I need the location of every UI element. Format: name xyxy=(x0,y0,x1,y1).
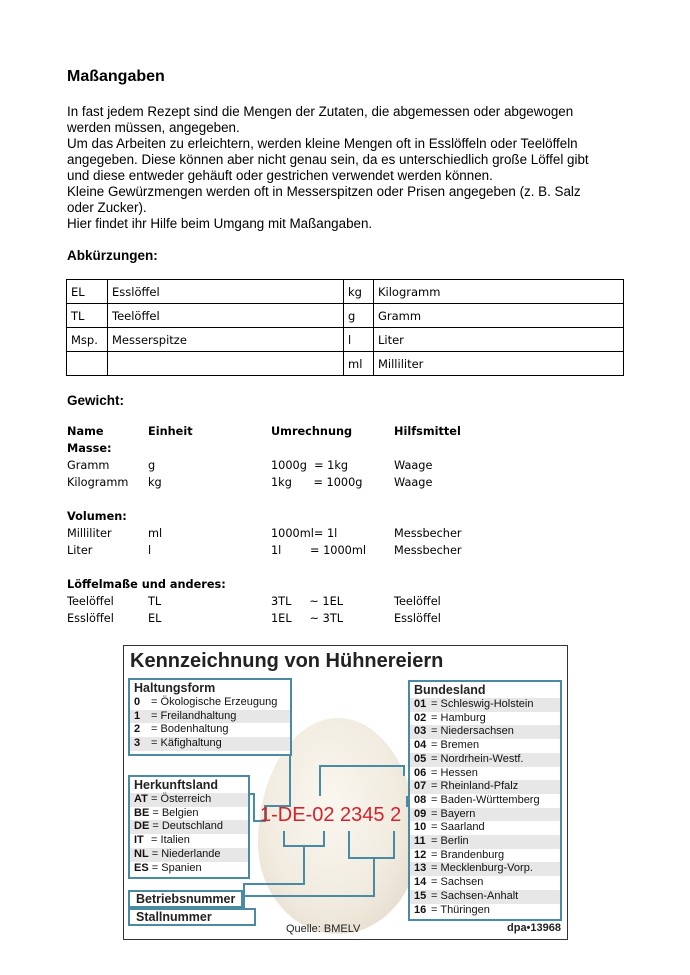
housing-form-item: 1 = Freilandhaltung xyxy=(130,710,290,724)
row-tool: Messbecher xyxy=(394,527,462,540)
weight-heading: Gewicht: xyxy=(67,393,125,408)
country-item: ES = Spanien xyxy=(134,861,202,874)
housing-form-box xyxy=(128,678,292,756)
item-value: Bodenhaltung xyxy=(160,723,229,736)
row-unit: EL xyxy=(148,612,162,625)
table-cell: Liter xyxy=(374,328,624,352)
item-key: ES xyxy=(134,861,149,874)
item-key: 10 xyxy=(414,821,427,834)
federal-state-item: 03 = Niedersachsen xyxy=(410,725,560,739)
intro-line: Um das Arbeiten zu erleichtern, werden kleine Mengen oft in Esslöffeln oder Teelöffeln xyxy=(67,136,578,151)
item-key: 01 xyxy=(414,698,427,710)
table-cell: kg xyxy=(344,280,374,304)
item-key: 15 xyxy=(414,889,427,902)
item-key: 12 xyxy=(414,848,427,861)
row-name: Esslöffel xyxy=(67,612,114,625)
item-value: Thüringen xyxy=(440,903,490,916)
source-note: Quelle: BMELV xyxy=(286,923,361,935)
item-key: IT xyxy=(134,834,144,847)
row-tool: Waage xyxy=(394,459,433,472)
row-conversion: 1000ml= 1l xyxy=(271,527,338,540)
table-cell: l xyxy=(344,328,374,352)
row-name: Gramm xyxy=(67,459,110,472)
federal-state-item: 08 = Baden-Württemberg xyxy=(414,793,540,806)
item-value: Bayern xyxy=(440,807,476,820)
row-unit: TL xyxy=(148,595,162,608)
item-value: Niederlande xyxy=(161,847,221,860)
item-key: AT xyxy=(134,793,148,805)
stall-number-label: Stallnummer xyxy=(128,908,256,926)
country-item: BE = Belgien xyxy=(134,806,199,819)
item-key: 14 xyxy=(414,876,427,889)
item-key: 04 xyxy=(414,739,427,752)
item-key: 0 xyxy=(134,696,141,708)
federal-state-item: 16 = Thüringen xyxy=(414,903,490,916)
table-cell xyxy=(108,352,344,376)
group-label-spoons: Löffelmaße und anderes: xyxy=(67,578,226,591)
row-unit: ml xyxy=(148,527,163,540)
table-cell: Kilogramm xyxy=(374,280,624,304)
column-header-name: Name xyxy=(67,425,104,438)
item-value: Schleswig-Holstein xyxy=(440,698,534,710)
country-item: NL = Niederlande xyxy=(130,848,248,862)
table-cell: Msp. xyxy=(67,328,108,352)
credit-note: dpa•13968 xyxy=(507,922,561,934)
federal-state-item: 07 = Rheinland-Pfalz xyxy=(410,780,560,794)
housing-form-item: 2 = Bodenhaltung xyxy=(134,723,229,736)
item-key: 07 xyxy=(414,780,427,793)
item-value: Ökologische Erzeugung xyxy=(160,696,278,708)
intro-line: Hier findet ihr Hilfe beim Umgang mit Maßangaben. xyxy=(67,216,373,231)
item-key: NL xyxy=(134,847,149,860)
housing-form-item: 0 = Ökologische Erzeugung xyxy=(134,696,278,708)
country-heading: Herkunftsland xyxy=(134,778,219,792)
item-value: Saarland xyxy=(440,821,485,834)
column-header-conversion: Umrechnung xyxy=(271,425,353,438)
item-key: 2 xyxy=(134,723,141,736)
item-value: Brandenburg xyxy=(440,848,505,861)
country-item: IT = Italien xyxy=(134,834,190,847)
table-cell: Teelöffel xyxy=(108,304,344,328)
federal-state-item: 01 = Schleswig-Holstein xyxy=(410,698,560,712)
column-header-tool: Hilfsmittel xyxy=(394,425,461,438)
row-unit: kg xyxy=(148,476,162,489)
item-value: Freilandhaltung xyxy=(160,709,237,722)
intro-line: Kleine Gewürzmengen werden oft in Messerspitzen oder Prisen angegeben (z. B. Salz xyxy=(67,184,581,199)
federal-state-item: 06 = Hessen xyxy=(414,766,478,779)
row-conversion: 1l = 1000ml xyxy=(271,544,367,557)
federal-state-item: 02 = Hamburg xyxy=(414,711,486,724)
row-tool: Messbecher xyxy=(394,544,462,557)
item-key: 09 xyxy=(414,807,427,820)
federal-state-item: 12 = Brandenburg xyxy=(414,848,505,861)
table-cell: TL xyxy=(67,304,108,328)
intro-line: und diese entweder gehäuft oder gestrichen verwendet werden können. xyxy=(67,168,493,183)
table-row xyxy=(67,352,624,376)
item-value: Baden-Württemberg xyxy=(440,793,540,806)
row-tool: Esslöffel xyxy=(394,612,441,625)
row-conversion: 1kg = 1000g xyxy=(271,476,363,489)
country-box xyxy=(128,775,250,879)
federal-state-item: 09 = Bayern xyxy=(410,808,560,822)
table-cell: Esslöffel xyxy=(108,280,344,304)
row-conversion: 1000g = 1kg xyxy=(271,459,349,472)
table-row xyxy=(67,328,624,352)
item-key: 13 xyxy=(414,862,427,875)
row-tool: Teelöffel xyxy=(394,595,441,608)
item-value: Hamburg xyxy=(440,711,486,724)
row-unit: g xyxy=(148,459,156,472)
item-key: 06 xyxy=(414,766,427,779)
federal-state-item: 13 = Mecklenburg-Vorp. xyxy=(410,862,560,876)
infographic-title: Kennzeichnung von Hühnereiern xyxy=(130,650,444,672)
farm-number-label: Betriebsnummer xyxy=(128,890,243,908)
row-conversion: 1EL ~ 3TL xyxy=(271,612,344,625)
row-name: Kilogramm xyxy=(67,476,129,489)
federal-state-box xyxy=(408,680,562,921)
country-item: AT = Österreich xyxy=(130,793,248,807)
item-key: 3 xyxy=(134,737,141,750)
item-value: Bremen xyxy=(440,739,480,752)
item-value: Sachsen-Anhalt xyxy=(440,889,519,902)
intro-line: angegeben. Diese können aber nicht genau sein, da es unterschiedlich große Löffel gibt xyxy=(67,152,589,167)
egg-labeling-infographic xyxy=(123,645,568,940)
item-key: BE xyxy=(134,806,150,819)
item-key: DE xyxy=(134,820,150,833)
table-cell: Milliliter xyxy=(374,352,624,376)
federal-state-item: 04 = Bremen xyxy=(414,739,480,752)
row-tool: Waage xyxy=(394,476,433,489)
item-key: 11 xyxy=(414,835,426,848)
column-header-unit: Einheit xyxy=(148,425,193,438)
item-value: Spanien xyxy=(161,861,202,874)
item-value: Rheinland-Pfalz xyxy=(440,780,519,793)
federal-state-item: 14 = Sachsen xyxy=(414,876,484,889)
item-key: 1 xyxy=(134,709,141,722)
item-value: Sachsen xyxy=(440,876,484,889)
country-item: DE = Deutschland xyxy=(130,820,248,834)
intro-line: werden müssen, angegeben. xyxy=(67,120,240,135)
intro-line: oder Zucker). xyxy=(67,200,147,215)
item-value: Deutschland xyxy=(161,820,223,833)
table-cell: g xyxy=(344,304,374,328)
abbreviations-heading: Abkürzungen: xyxy=(67,248,158,263)
abbreviations-table xyxy=(66,279,624,376)
row-name: Teelöffel xyxy=(67,595,114,608)
item-key: 02 xyxy=(414,711,427,724)
item-value: Niedersachsen xyxy=(440,725,514,738)
item-value: Österreich xyxy=(160,793,212,805)
item-key: 05 xyxy=(414,752,427,765)
intro-text xyxy=(67,104,627,232)
item-key: 16 xyxy=(414,903,427,916)
table-cell: EL xyxy=(67,280,108,304)
item-key: 03 xyxy=(414,725,427,738)
item-value: Nordrhein-Westf. xyxy=(440,752,524,765)
row-name: Liter xyxy=(67,544,93,557)
federal-state-heading: Bundesland xyxy=(414,683,486,697)
housing-form-heading: Haltungsform xyxy=(134,681,216,695)
table-row xyxy=(67,280,624,304)
row-unit: l xyxy=(148,544,152,557)
egg-code: 1-DE-02 2345 2 xyxy=(260,804,402,826)
row-conversion: 3TL ~ 1EL xyxy=(271,595,344,608)
item-value: Käfighaltung xyxy=(160,737,222,750)
federal-state-item: 05 = Nordrhein-Westf. xyxy=(410,753,560,767)
item-key: 08 xyxy=(414,793,427,806)
group-label-mass: Masse: xyxy=(67,442,112,455)
item-value: Belgien xyxy=(161,806,199,819)
group-label-volume: Volumen: xyxy=(67,510,127,523)
item-value: Berlin xyxy=(440,835,469,848)
item-value: Mecklenburg-Vorp. xyxy=(440,862,533,875)
table-row xyxy=(67,304,624,328)
table-cell xyxy=(67,352,108,376)
federal-state-item: 10 = Saarland xyxy=(414,821,485,834)
housing-form-item: 3 = Käfighaltung xyxy=(130,737,290,751)
item-value: Hessen xyxy=(440,766,478,779)
row-name: Milliliter xyxy=(67,527,112,540)
table-cell: Messerspitze xyxy=(108,328,344,352)
table-cell: ml xyxy=(344,352,374,376)
federal-state-item: 11 = Berlin xyxy=(410,835,560,849)
table-cell: Gramm xyxy=(374,304,624,328)
item-value: Italien xyxy=(160,834,190,847)
federal-state-item: 15 = Sachsen-Anhalt xyxy=(410,890,560,904)
page-title: Maßangaben xyxy=(67,68,165,85)
intro-line: In fast jedem Rezept sind die Mengen der Zutaten, die abgemessen oder abgewogen xyxy=(67,104,574,119)
